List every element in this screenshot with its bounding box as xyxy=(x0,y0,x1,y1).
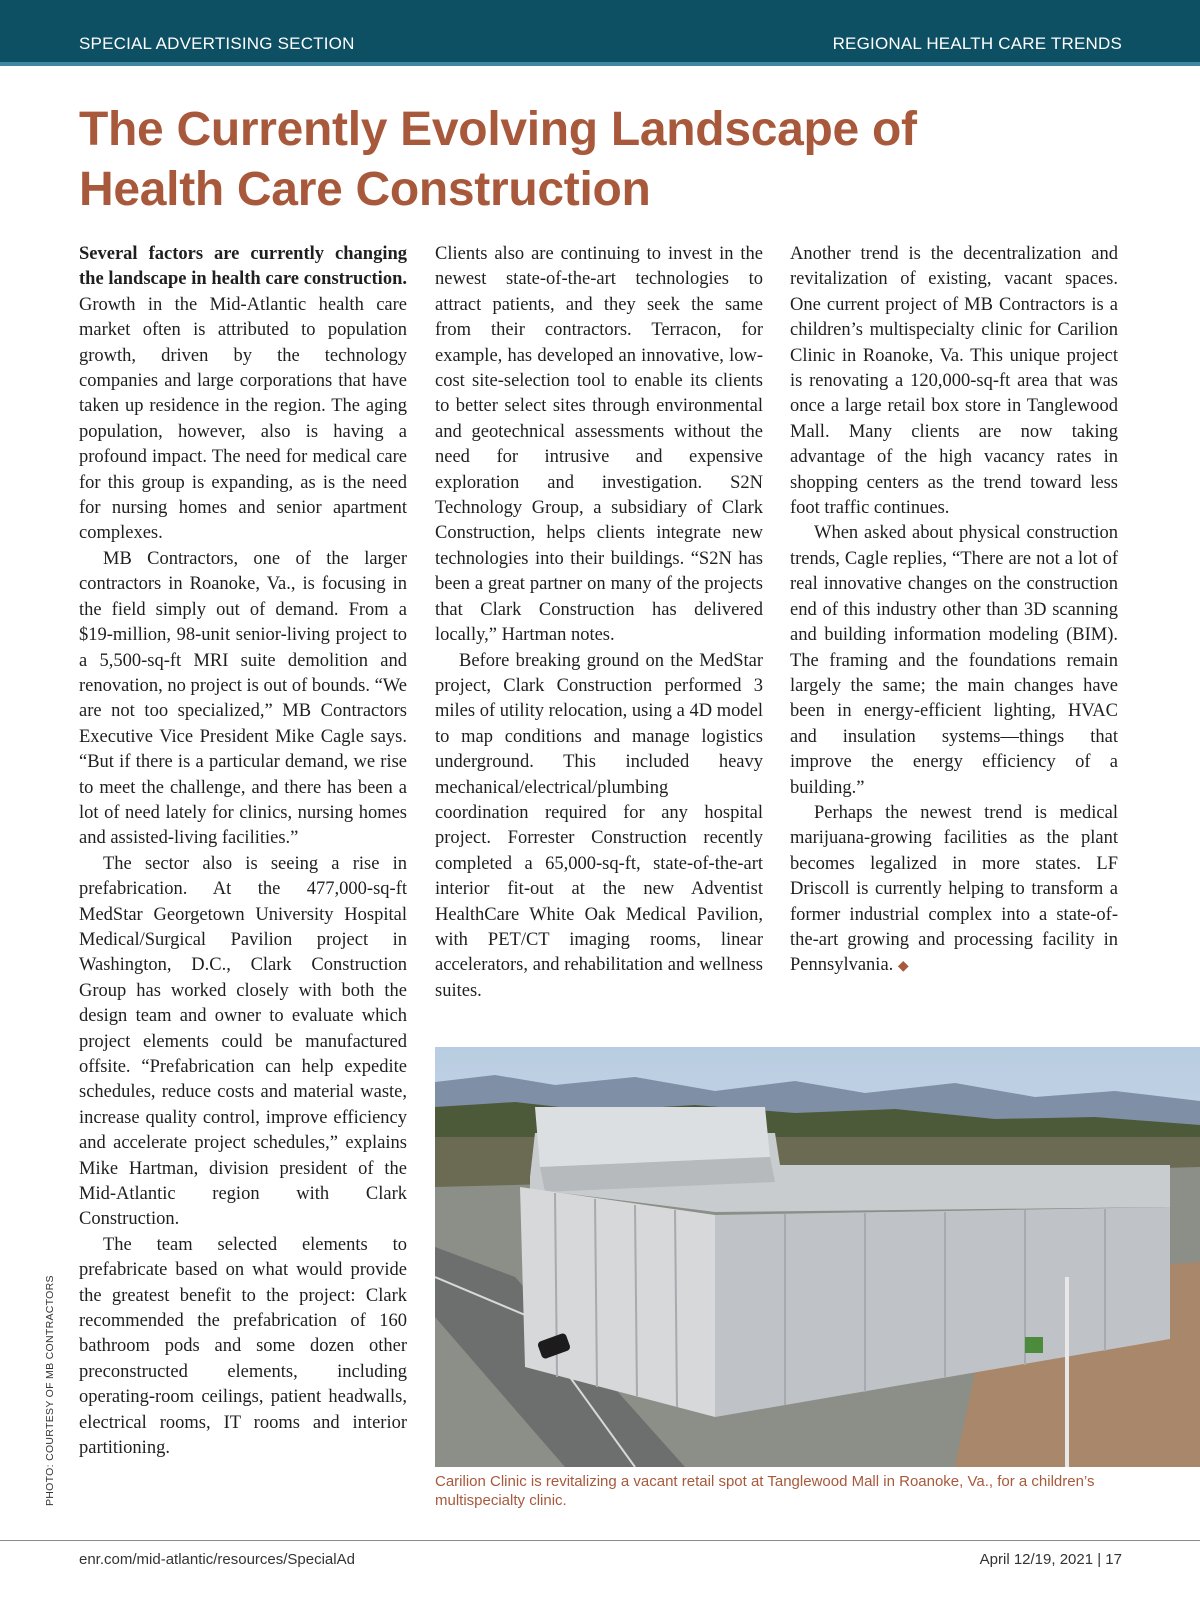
article-column-3 xyxy=(790,242,1118,980)
paragraph xyxy=(790,801,1118,980)
section-label: SPECIAL ADVERTISING SECTION xyxy=(79,34,355,53)
paragraph: Another trend is the decentralization and revitalization of existing, vacant spaces. One current project of MB Contractors is a children’s multispecialty clinic for Carilion Clinic in Roanoke, Va. This unique project is renovating a 120,000-sq-ft area that was once a large retail box store in Tanglewood Mall. Many clients are now taking advantage of the high vacancy rates in shopping centers as the trend toward less foot traffic continues. xyxy=(790,244,1118,519)
article-title-line-2: Health Care Construction xyxy=(79,163,651,216)
section-topic: REGIONAL HEALTH CARE TRENDS xyxy=(832,34,1122,53)
footer-divider xyxy=(0,1540,1200,1541)
paragraph: MB Contractors, one of the larger contractors in Roanoke, Va., is focusing in the field simply out of demand. From a $19-million, 98-unit senior-living project to a 5,500-sq-ft MRI suite demolition and renovation, no project is out of bounds. “We are not too specialized,” MB Contractors Executive Vice President Mike Cagle says. “But if there is a particular demand, we rise to meet the challenge, and there has been a lot of need lately for clinics, nursing homes and assisted-living facilities.” xyxy=(79,548,407,849)
paragraph-text: Perhaps the newest trend is medical marijuana-growing facilities as the plant becomes legalized in more states. LF Driscoll is currently helping to transform a former industrial complex into a state-of-the-art growing and processing facility in Pennsylvania. xyxy=(790,802,1118,976)
footer-url: enr.com/mid-atlantic/resources/SpecialAd xyxy=(79,1551,355,1568)
section-header-bar xyxy=(0,0,1200,66)
article-column-2 xyxy=(435,242,763,1004)
paragraph-text: Growth in the Mid-Atlantic health care market often is attributed to population growth, driven by the technology companies and large corporations that have taken up residence in the region. The aging population, however, also is having a profound impact. The need for medical care for this group is expanding, as is the need for nursing homes and senior apartment complexes. xyxy=(79,294,407,544)
paragraph: The sector also is seeing a rise in prefabrication. At the 477,000-sq-ft MedStar Georgetown University Hospital Medical/Surgical Pavilion project in Washington, D.C., Clark Construction Group has worked closely with both the design team and owner to evaluate which project elements could be manufactured offsite. “Prefabrication can help expedite schedules, reduce costs and material waste, increase quality control, improve efficiency and accelerate project schedules,” explains Mike Hartman, division president of the Mid-Atlantic region with Clark Construction. xyxy=(79,853,407,1230)
end-of-article-icon: ◆ xyxy=(897,959,909,975)
paragraph: When asked about physical construction trends, Cagle replies, “There are not a lot of real innovative changes on the construction end of this industry other than 3D scanning and building information modeling (BIM). The framing and the foundations remain largely the same; the main changes have been in energy-efficient lighting, HVAC and insulation systems—things that improve the energy efficiency of a building.” xyxy=(790,523,1118,798)
aerial-photo-illustration xyxy=(435,1047,1200,1467)
article-title-line-1: The Currently Evolving Landscape of xyxy=(79,103,917,156)
paragraph xyxy=(79,242,407,547)
footer-date-page: April 12/19, 2021 | 17 xyxy=(979,1551,1122,1568)
lead-sentence: Several factors are currently changing the landscape in health care construction. xyxy=(79,244,407,290)
paragraph: Clients also are continuing to invest in the newest state-of-the-art technologies to attract patients, and they seek the same from their contractors. Terracon, for example, has developed an innovative, low-cost site-selection tool to enable its clients to better select sites through environmental and geotechnical assessments without the need for intrusive and expensive exploration and investigation. S2N Technology Group, a subsidiary of Clark Construction, helps clients integrate new technologies into their buildings. “S2N has been a great partner on many of the projects that Clark Construction has delivered locally,” Hartman notes. xyxy=(435,244,763,646)
paragraph: Before breaking ground on the MedStar project, Clark Construction performed 3 miles of utility relocation, using a 4D model to map conditions and manage logistics underground. This included heavy mechanical/electrical/plumbing coordination required for any hospital project. Forrester Construction recently completed a 65,000-sq-ft, state-of-the-art interior fit-out at the new Adventist HealthCare White Oak Medical Pavilion, with PET/CT imaging rooms, linear accelerators, and rehabilitation and wellness suites. xyxy=(435,650,763,1001)
article-title xyxy=(79,100,1079,220)
aerial-photo xyxy=(435,1047,1200,1467)
photo-credit: PHOTO: COURTESY OF MB CONTRACTORS xyxy=(44,1275,56,1506)
photo-caption: Carilion Clinic is revitalizing a vacant retail spot at Tanglewood Mall in Roanoke, Va., for a children’s multispecialty clinic. xyxy=(435,1473,1095,1509)
paragraph: The team selected elements to prefabricate based on what would provide the greatest benefit to the project: Clark recommended the prefabrication of 160 bathroom pods and some dozen other preconstructed elements, including operating-room ceilings, patient headwalls, electrical rooms, IT rooms and interior partitioning. xyxy=(79,1234,407,1459)
article-column-1 xyxy=(79,242,407,1462)
